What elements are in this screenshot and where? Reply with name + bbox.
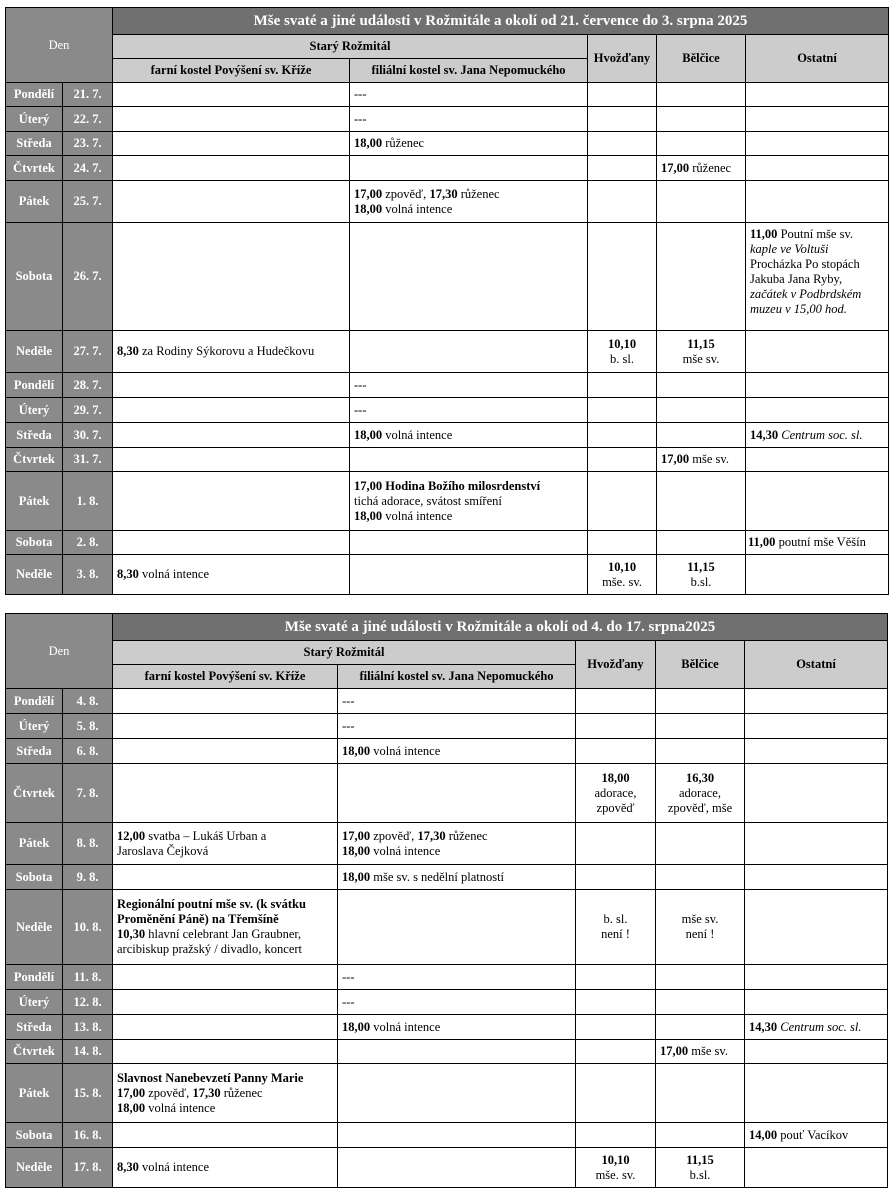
table-row xyxy=(6,1040,888,1064)
date: 17. 8. xyxy=(63,1148,113,1188)
table-row xyxy=(6,990,888,1015)
filialni-cell: --- xyxy=(350,107,588,132)
date: 24. 7. xyxy=(63,156,113,181)
ostatni-header: Ostatní xyxy=(746,35,889,83)
date: 8. 8. xyxy=(63,823,113,865)
day-name: Pátek xyxy=(6,1064,63,1123)
day-name: Pondělí xyxy=(6,83,63,107)
ostatni-cell: 11,00 poutní mše Věšín xyxy=(746,531,889,555)
filialni-cell: 18,00 volná intence xyxy=(338,739,576,764)
date: 9. 8. xyxy=(63,865,113,890)
table-row xyxy=(6,555,889,595)
ostatni-cell: 11,00 Poutní mše sv. kaple ve Voltuši Procházka Po stopách Jakuba Jana Ryby, začátek v Podbrdském muzeu v 15,00 hod. xyxy=(746,223,889,331)
day-name: Sobota xyxy=(6,531,63,555)
ostatni-cell: 14,30 Centrum soc. sl. xyxy=(746,423,889,448)
filialni-kostel-header: filiální kostel sv. Jana Nepomuckého xyxy=(338,665,576,689)
date: 12. 8. xyxy=(63,990,113,1015)
day-name: Středa xyxy=(6,132,63,156)
date: 16. 8. xyxy=(63,1123,113,1148)
belcice-header: Bělčice xyxy=(656,641,745,689)
date: 22. 7. xyxy=(63,107,113,132)
table-title: Mše svaté a jiné události v Rožmitále a okolí od 4. do 17. srpna2025 xyxy=(113,614,888,641)
date: 13. 8. xyxy=(63,1015,113,1040)
day-name: Čtvrtek xyxy=(6,1040,63,1064)
date: 30. 7. xyxy=(63,423,113,448)
farni-cell: 8,30 volná intence xyxy=(113,1148,338,1188)
table-row xyxy=(6,181,889,223)
hvozdany-header: Hvožďany xyxy=(576,641,656,689)
filialni-cell: 18,00 volná intence xyxy=(338,1015,576,1040)
day-name: Pondělí xyxy=(6,965,63,990)
date: 26. 7. xyxy=(63,223,113,331)
date: 7. 8. xyxy=(63,764,113,823)
date: 25. 7. xyxy=(63,181,113,223)
filialni-kostel-header: filiální kostel sv. Jana Nepomuckého xyxy=(350,59,588,83)
date: 31. 7. xyxy=(63,448,113,472)
table-row xyxy=(6,331,889,373)
belcice-cell: 11,15 b.sl. xyxy=(657,555,746,595)
date: 5. 8. xyxy=(63,714,113,739)
filialni-cell: --- xyxy=(350,83,588,107)
date: 15. 8. xyxy=(63,1064,113,1123)
den-header: Den xyxy=(6,614,113,689)
day-name: Pondělí xyxy=(6,373,63,398)
day-name: Čtvrtek xyxy=(6,764,63,823)
filialni-cell: 17,00 zpověď, 17,30 růženec 18,00 volná intence xyxy=(338,823,576,865)
table-title: Mše svaté a jiné události v Rožmitále a okolí od 21. července do 3. srpna 2025 xyxy=(113,8,889,35)
filialni-cell: --- xyxy=(338,965,576,990)
filialni-cell: --- xyxy=(338,990,576,1015)
belcice-cell: 11,15 mše sv. xyxy=(657,331,746,373)
day-name: Středa xyxy=(6,1015,63,1040)
filialni-cell: 17,00 zpověď, 17,30 růženec 18,00 volná intence xyxy=(350,181,588,223)
date: 21. 7. xyxy=(63,83,113,107)
day-name: Středa xyxy=(6,739,63,764)
schedule-table-1 xyxy=(5,7,889,595)
table-row xyxy=(6,890,888,965)
table-row xyxy=(6,1148,888,1188)
day-name: Neděle xyxy=(6,331,63,373)
day-name: Úterý xyxy=(6,714,63,739)
stary-rozmital-header: Starý Rožmitál xyxy=(113,641,576,665)
day-name: Sobota xyxy=(6,1123,63,1148)
day-name: Úterý xyxy=(6,107,63,132)
farni-cell: 8,30 volná intence xyxy=(113,555,350,595)
table-row xyxy=(6,398,889,423)
day-name: Středa xyxy=(6,423,63,448)
table-row xyxy=(6,965,888,990)
ostatni-header: Ostatní xyxy=(745,641,888,689)
hvozdany-header: Hvožďany xyxy=(588,35,657,83)
date: 6. 8. xyxy=(63,739,113,764)
table-row xyxy=(6,132,889,156)
table-row xyxy=(6,865,888,890)
day-name: Úterý xyxy=(6,398,63,423)
schedule-table-2 xyxy=(5,613,888,1188)
day-name: Čtvrtek xyxy=(6,448,63,472)
belcice-cell: 17,00 mše sv. xyxy=(657,448,746,472)
day-name: Pátek xyxy=(6,823,63,865)
belcice-header: Bělčice xyxy=(657,35,746,83)
table-row xyxy=(6,373,889,398)
belcice-cell: 17,00 mše sv. xyxy=(656,1040,745,1064)
date: 4. 8. xyxy=(63,689,113,714)
ostatni-cell: 14,00 pouť Vacíkov xyxy=(745,1123,888,1148)
filialni-cell: 18,00 růženec xyxy=(350,132,588,156)
hvozdany-cell: 10,10 b. sl. xyxy=(588,331,657,373)
table-row xyxy=(6,448,889,472)
table-row xyxy=(6,83,889,107)
day-name: Neděle xyxy=(6,1148,63,1188)
table-row xyxy=(6,764,888,823)
farni-kostel-header: farní kostel Povýšení sv. Kříže xyxy=(113,665,338,689)
day-name: Pátek xyxy=(6,472,63,531)
table-row xyxy=(6,223,889,331)
day-name: Neděle xyxy=(6,555,63,595)
filialni-cell: 17,00 Hodina Božího milosrdenství tichá adorace, svátost smíření 18,00 volná intence xyxy=(350,472,588,531)
farni-kostel-header: farní kostel Povýšení sv. Kříže xyxy=(113,59,350,83)
table-row xyxy=(6,1015,888,1040)
date: 1. 8. xyxy=(63,472,113,531)
table-row xyxy=(6,107,889,132)
day-name: Pondělí xyxy=(6,689,63,714)
day-name: Neděle xyxy=(6,890,63,965)
table-row xyxy=(6,1123,888,1148)
farni-cell: 8,30 za Rodiny Sýkorovu a Hudečkovu xyxy=(113,331,350,373)
hvozdany-cell: 10,10 mše. sv. xyxy=(588,555,657,595)
farni-cell: 12,00 svatba – Lukáš Urban a Jaroslava Čejková xyxy=(113,823,338,865)
table-row xyxy=(6,423,889,448)
table-row xyxy=(6,156,889,181)
date: 29. 7. xyxy=(63,398,113,423)
table-row xyxy=(6,823,888,865)
day-name: Pátek xyxy=(6,181,63,223)
date: 27. 7. xyxy=(63,331,113,373)
stary-rozmital-header: Starý Rožmitál xyxy=(113,35,588,59)
belcice-cell: 17,00 růženec xyxy=(657,156,746,181)
date: 23. 7. xyxy=(63,132,113,156)
ostatni-cell: 14,30 Centrum soc. sl. xyxy=(745,1015,888,1040)
hvozdany-cell: b. sl. není ! xyxy=(576,890,656,965)
date: 3. 8. xyxy=(63,555,113,595)
belcice-cell: mše sv. není ! xyxy=(656,890,745,965)
filialni-cell: --- xyxy=(338,689,576,714)
table-row xyxy=(6,1064,888,1123)
date: 28. 7. xyxy=(63,373,113,398)
date: 10. 8. xyxy=(63,890,113,965)
belcice-cell: 16,30 adorace, zpověď, mše xyxy=(656,764,745,823)
table-row xyxy=(6,714,888,739)
filialni-cell: 18,00 mše sv. s nedělní platností xyxy=(338,865,576,890)
day-name: Sobota xyxy=(6,865,63,890)
table-row xyxy=(6,531,889,555)
filialni-cell: --- xyxy=(350,398,588,423)
belcice-cell: 11,15 b.sl. xyxy=(656,1148,745,1188)
date: 2. 8. xyxy=(63,531,113,555)
date: 11. 8. xyxy=(63,965,113,990)
day-name: Čtvrtek xyxy=(6,156,63,181)
table-row xyxy=(6,739,888,764)
hvozdany-cell: 18,00 adorace, zpověď xyxy=(576,764,656,823)
table-row xyxy=(6,472,889,531)
filialni-cell: --- xyxy=(350,373,588,398)
filialni-cell: 18,00 volná intence xyxy=(350,423,588,448)
farni-cell: Slavnost Nanebevzetí Panny Marie 17,00 zpověď, 17,30 růženec 18,00 volná intence xyxy=(113,1064,338,1123)
hvozdany-cell: 10,10 mše. sv. xyxy=(576,1148,656,1188)
den-header: Den xyxy=(6,8,113,83)
day-name: Sobota xyxy=(6,223,63,331)
date: 14. 8. xyxy=(63,1040,113,1064)
table-row xyxy=(6,689,888,714)
filialni-cell: --- xyxy=(338,714,576,739)
day-name: Úterý xyxy=(6,990,63,1015)
farni-cell: Regionální poutní mše sv. (k svátku Proměnění Páně) na Třemšíně 10,30 hlavní celebrant Jan Graubner, arcibiskup pražský / divadlo, koncert xyxy=(113,890,338,965)
